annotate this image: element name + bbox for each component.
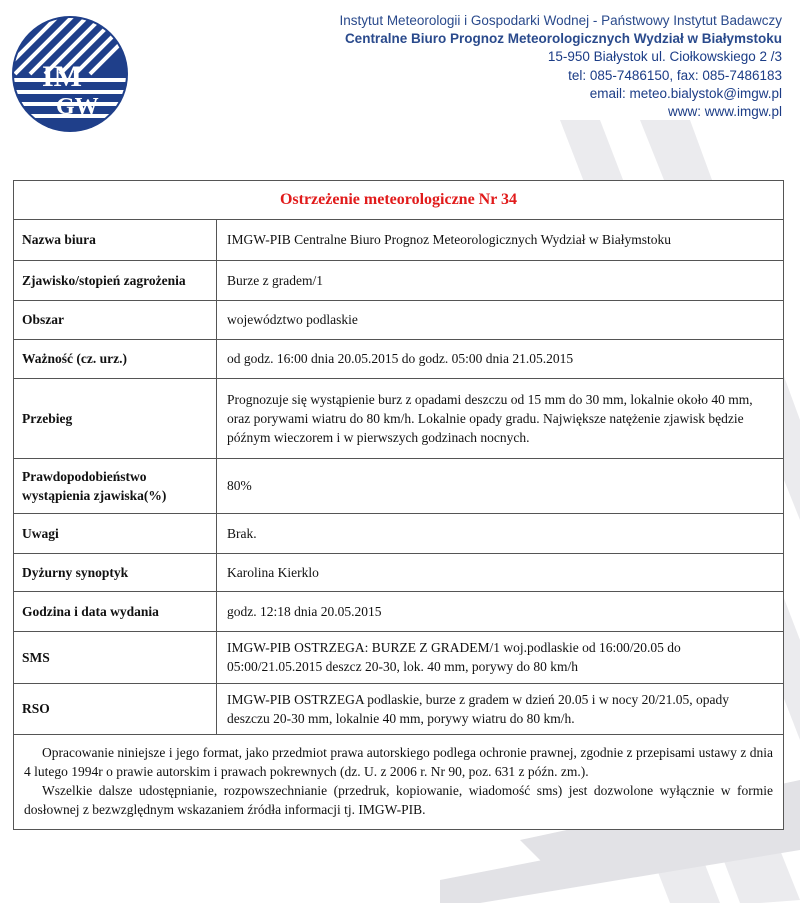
row-label: Dyżurny synoptyk [14, 553, 217, 591]
row-label: Uwagi [14, 513, 217, 553]
row-label: Prawdopodobieństwo wystąpienia zjawiska(%) [14, 458, 217, 513]
table-row [14, 300, 783, 339]
row-value: IMGW-PIB Centralne Biuro Prognoz Meteorologicznych Wydział w Białymstoku [217, 220, 784, 260]
row-label: Godzina i data wydania [14, 591, 217, 631]
contact-block [340, 12, 782, 121]
row-value: od godz. 16:00 dnia 20.05.2015 do godz. 05:00 dnia 21.05.2015 [217, 339, 784, 378]
institute-name: Instytut Meteorologii i Gospodarki Wodnej - Państwowy Instytut Badawczy [339, 13, 782, 28]
row-value: Prognozuje się wystąpienie burz z opadami deszczu od 15 mm do 30 mm, lokalnie około 40 mm, oraz porywami wiatru do 80 km/h. Lokalnie opady gradu. Największe natężenie zjawisk będzie późnym wieczorem i w pierwszych godzinach nocnych. [217, 378, 784, 458]
table-row [14, 683, 783, 734]
row-label: Zjawisko/stopień zagrożenia [14, 260, 217, 300]
table-row [14, 220, 783, 260]
warning-title: Ostrzeżenie meteorologiczne Nr 34 [14, 181, 783, 220]
table-row [14, 260, 783, 300]
table-row [14, 378, 783, 458]
copyright-paragraph: Opracowanie niniejsze i jego format, jako przedmiot prawa autorskiego podlega ochronie prawnej, zgodnie z przepisami ustawy z dnia 4 lutego 1994r o prawie autorskim i prawach pokrewnych (dz. U. z 2006 r. Nr 90, poz. 631 z późn. zm.). [24, 744, 773, 779]
letterhead [0, 0, 800, 150]
row-label: SMS [14, 631, 217, 683]
website[interactable]: www: www.imgw.pl [667, 104, 782, 120]
email[interactable]: email: meteo.bialystok@imgw.pl [589, 85, 782, 101]
row-value: Brak. [217, 513, 784, 553]
row-label: Przebieg [14, 378, 217, 458]
imgw-logo-icon [10, 14, 130, 134]
row-value: IMGW-PIB OSTRZEGA podlaskie, burze z gradem w dzień 20.05 i w nocy 20/21.05, opady deszczu 20-30 mm, lokalnie 40 mm, porywy wiatru do 80 km/h. [217, 683, 784, 734]
row-value: IMGW-PIB OSTRZEGA: BURZE Z GRADEM/1 woj.podlaskie od 16:00/20.05 do 05:00/21.05.2015 deszcz 20-30, lok. 40 mm, porywy do 80 km/h [217, 631, 784, 683]
warning-document [13, 180, 784, 830]
logo-text-gw: GW [56, 94, 99, 120]
table-row [14, 553, 783, 591]
address: 15-950 Białystok ul. Ciołkowskiego 2 /3 [547, 49, 782, 65]
row-label: Nazwa biura [14, 220, 217, 260]
table-row [14, 631, 783, 683]
row-label: Ważność (cz. urz.) [14, 339, 217, 378]
row-label: RSO [14, 683, 217, 734]
table-row [14, 513, 783, 553]
logo-text-im: IM [42, 60, 82, 93]
table-row [14, 458, 783, 513]
bureau-name: Centralne Biuro Prognoz Meteorologicznych Wydział w Białymstoku [344, 31, 782, 47]
row-value: województwo podlaskie [217, 300, 784, 339]
copyright-note [14, 735, 783, 829]
row-value: godz. 12:18 dnia 20.05.2015 [217, 591, 784, 631]
table-row [14, 339, 783, 378]
warning-table [14, 220, 783, 735]
table-row [14, 591, 783, 631]
row-value: Burze z gradem/1 [217, 260, 784, 300]
distribution-paragraph: Wszelkie dalsze udostępnianie, rozpowszechnianie (przedruk, kopiowanie, wiadomość sms) jest dozwolone wyłącznie w formie dosłownej z bezwzględnym wskazaniem źródła informacji tj. IMGW-PIB. [24, 782, 773, 817]
row-label: Obszar [14, 300, 217, 339]
row-value: 80% [217, 458, 784, 513]
row-value: Karolina Kierklo [217, 553, 784, 591]
phone: tel: 085-7486150, fax: 085-7486183 [568, 67, 782, 83]
